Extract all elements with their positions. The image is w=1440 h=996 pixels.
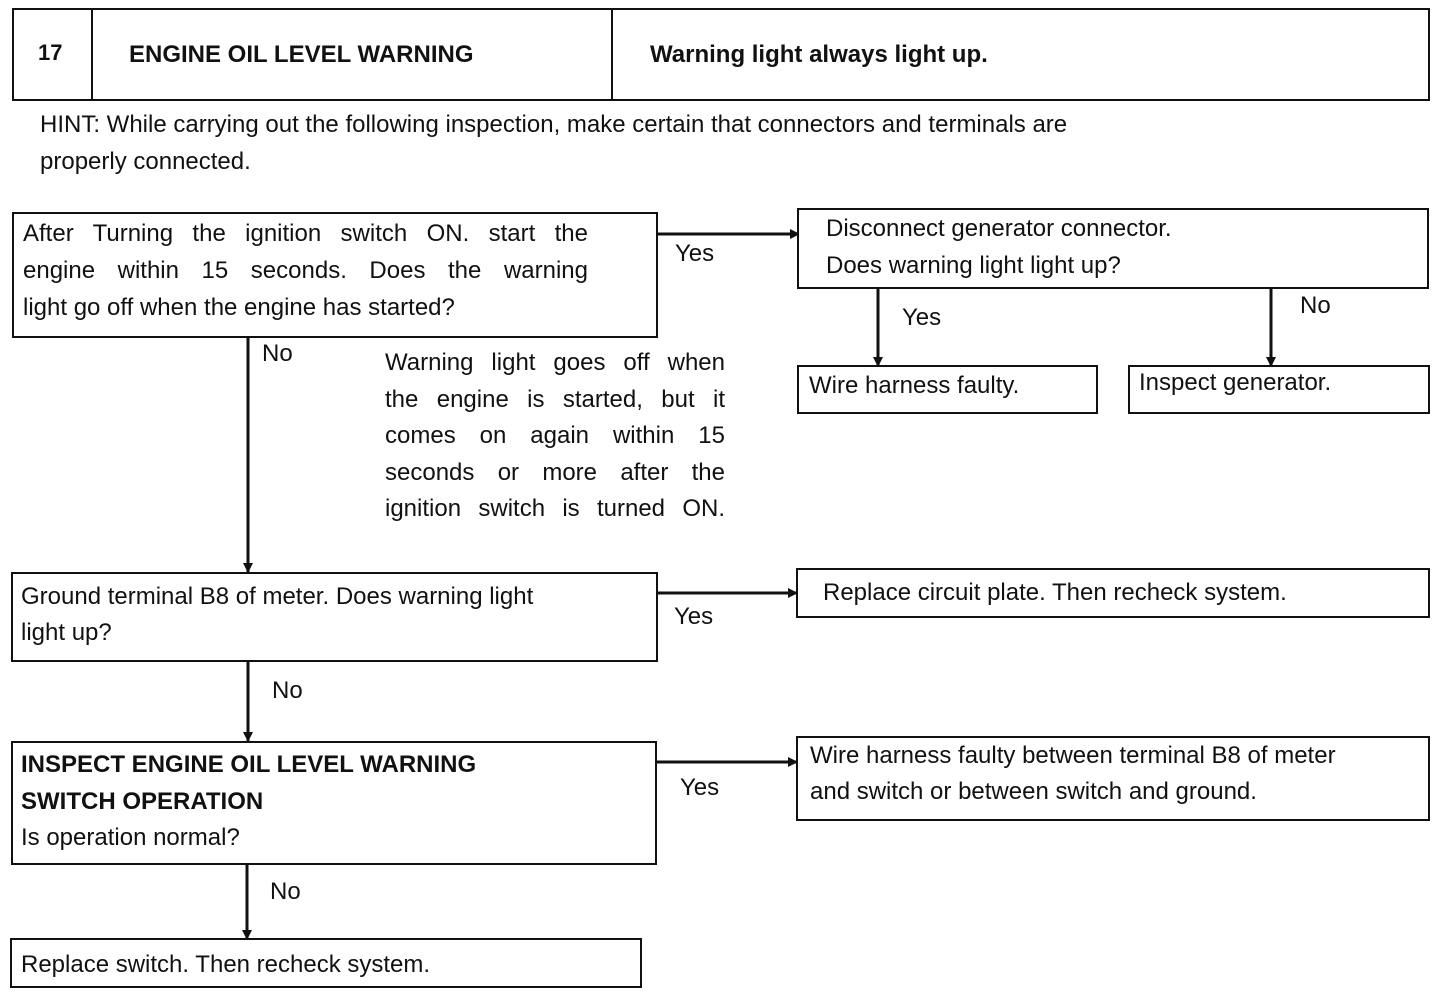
wire-between-line-2: and switch or between switch and ground. [810, 778, 1257, 805]
note-text [385, 345, 725, 528]
inspect-generator-box [1128, 365, 1430, 414]
note-line-4: seconds or more after the [385, 458, 725, 486]
step2-box [11, 572, 658, 662]
note-line-1: Warning light goes off when [385, 349, 725, 376]
step1-line-3: light go off when the engine has started? [23, 294, 455, 321]
step1-line-1: After Turning the ignition switch ON. start the [23, 220, 588, 247]
inspect-generator-label: Inspect generator. [1139, 369, 1332, 396]
step2-line-1: Ground terminal B8 of meter. Does warning light [21, 583, 534, 610]
label-no-step3: No [270, 878, 301, 905]
note-line-3: comes on again within 15 [385, 422, 725, 449]
hint-line-1: HINT: While carrying out the following inspection, make certain that connectors and terminals are [40, 111, 1068, 138]
note-line-5: ignition switch is turned ON. [385, 495, 725, 522]
generator-check-box [797, 208, 1429, 289]
header-symptom: Warning light always light up. [650, 40, 988, 68]
replace-switch-label: Replace switch. Then recheck system. [21, 951, 431, 978]
generator-check-line-1: Disconnect generator connector. [826, 215, 1172, 242]
header-number: 17 [38, 40, 63, 65]
generator-check-line-2: Does warning light light up? [826, 252, 1121, 279]
hint-line-2: properly connected. [40, 148, 251, 175]
step1-line-2: engine within 15 seconds. Does the warning [23, 257, 588, 284]
step3-line-3: Is operation normal? [21, 824, 240, 851]
note-line-2: the engine is started, but it [385, 385, 725, 413]
step3-line-2: SWITCH OPERATION [21, 787, 264, 815]
wire-harness-faulty-box [797, 365, 1098, 414]
header-title: ENGINE OIL LEVEL WARNING [129, 40, 474, 68]
label-yes-step1: Yes [675, 240, 715, 267]
step1-box [12, 212, 658, 338]
step2-line-2: light up? [21, 619, 112, 646]
label-yes-step2: Yes [674, 603, 714, 630]
replace-circuit-box [796, 568, 1430, 618]
label-yes-step3: Yes [680, 774, 720, 801]
label-no-step1: No [262, 340, 293, 367]
replace-circuit-label: Replace circuit plate. Then recheck system. [823, 579, 1287, 606]
wire-harness-faulty-label: Wire harness faulty. [809, 372, 1020, 399]
label-no-generator: No [1300, 292, 1331, 319]
step3-box [11, 741, 657, 865]
label-yes-generator: Yes [902, 304, 942, 331]
label-no-step2: No [272, 677, 303, 704]
wire-between-box [796, 736, 1430, 821]
replace-switch-box [10, 938, 642, 988]
step3-line-1: INSPECT ENGINE OIL LEVEL WARNING [21, 751, 477, 778]
wire-between-line-1: Wire harness faulty between terminal B8 of meter [810, 742, 1336, 769]
